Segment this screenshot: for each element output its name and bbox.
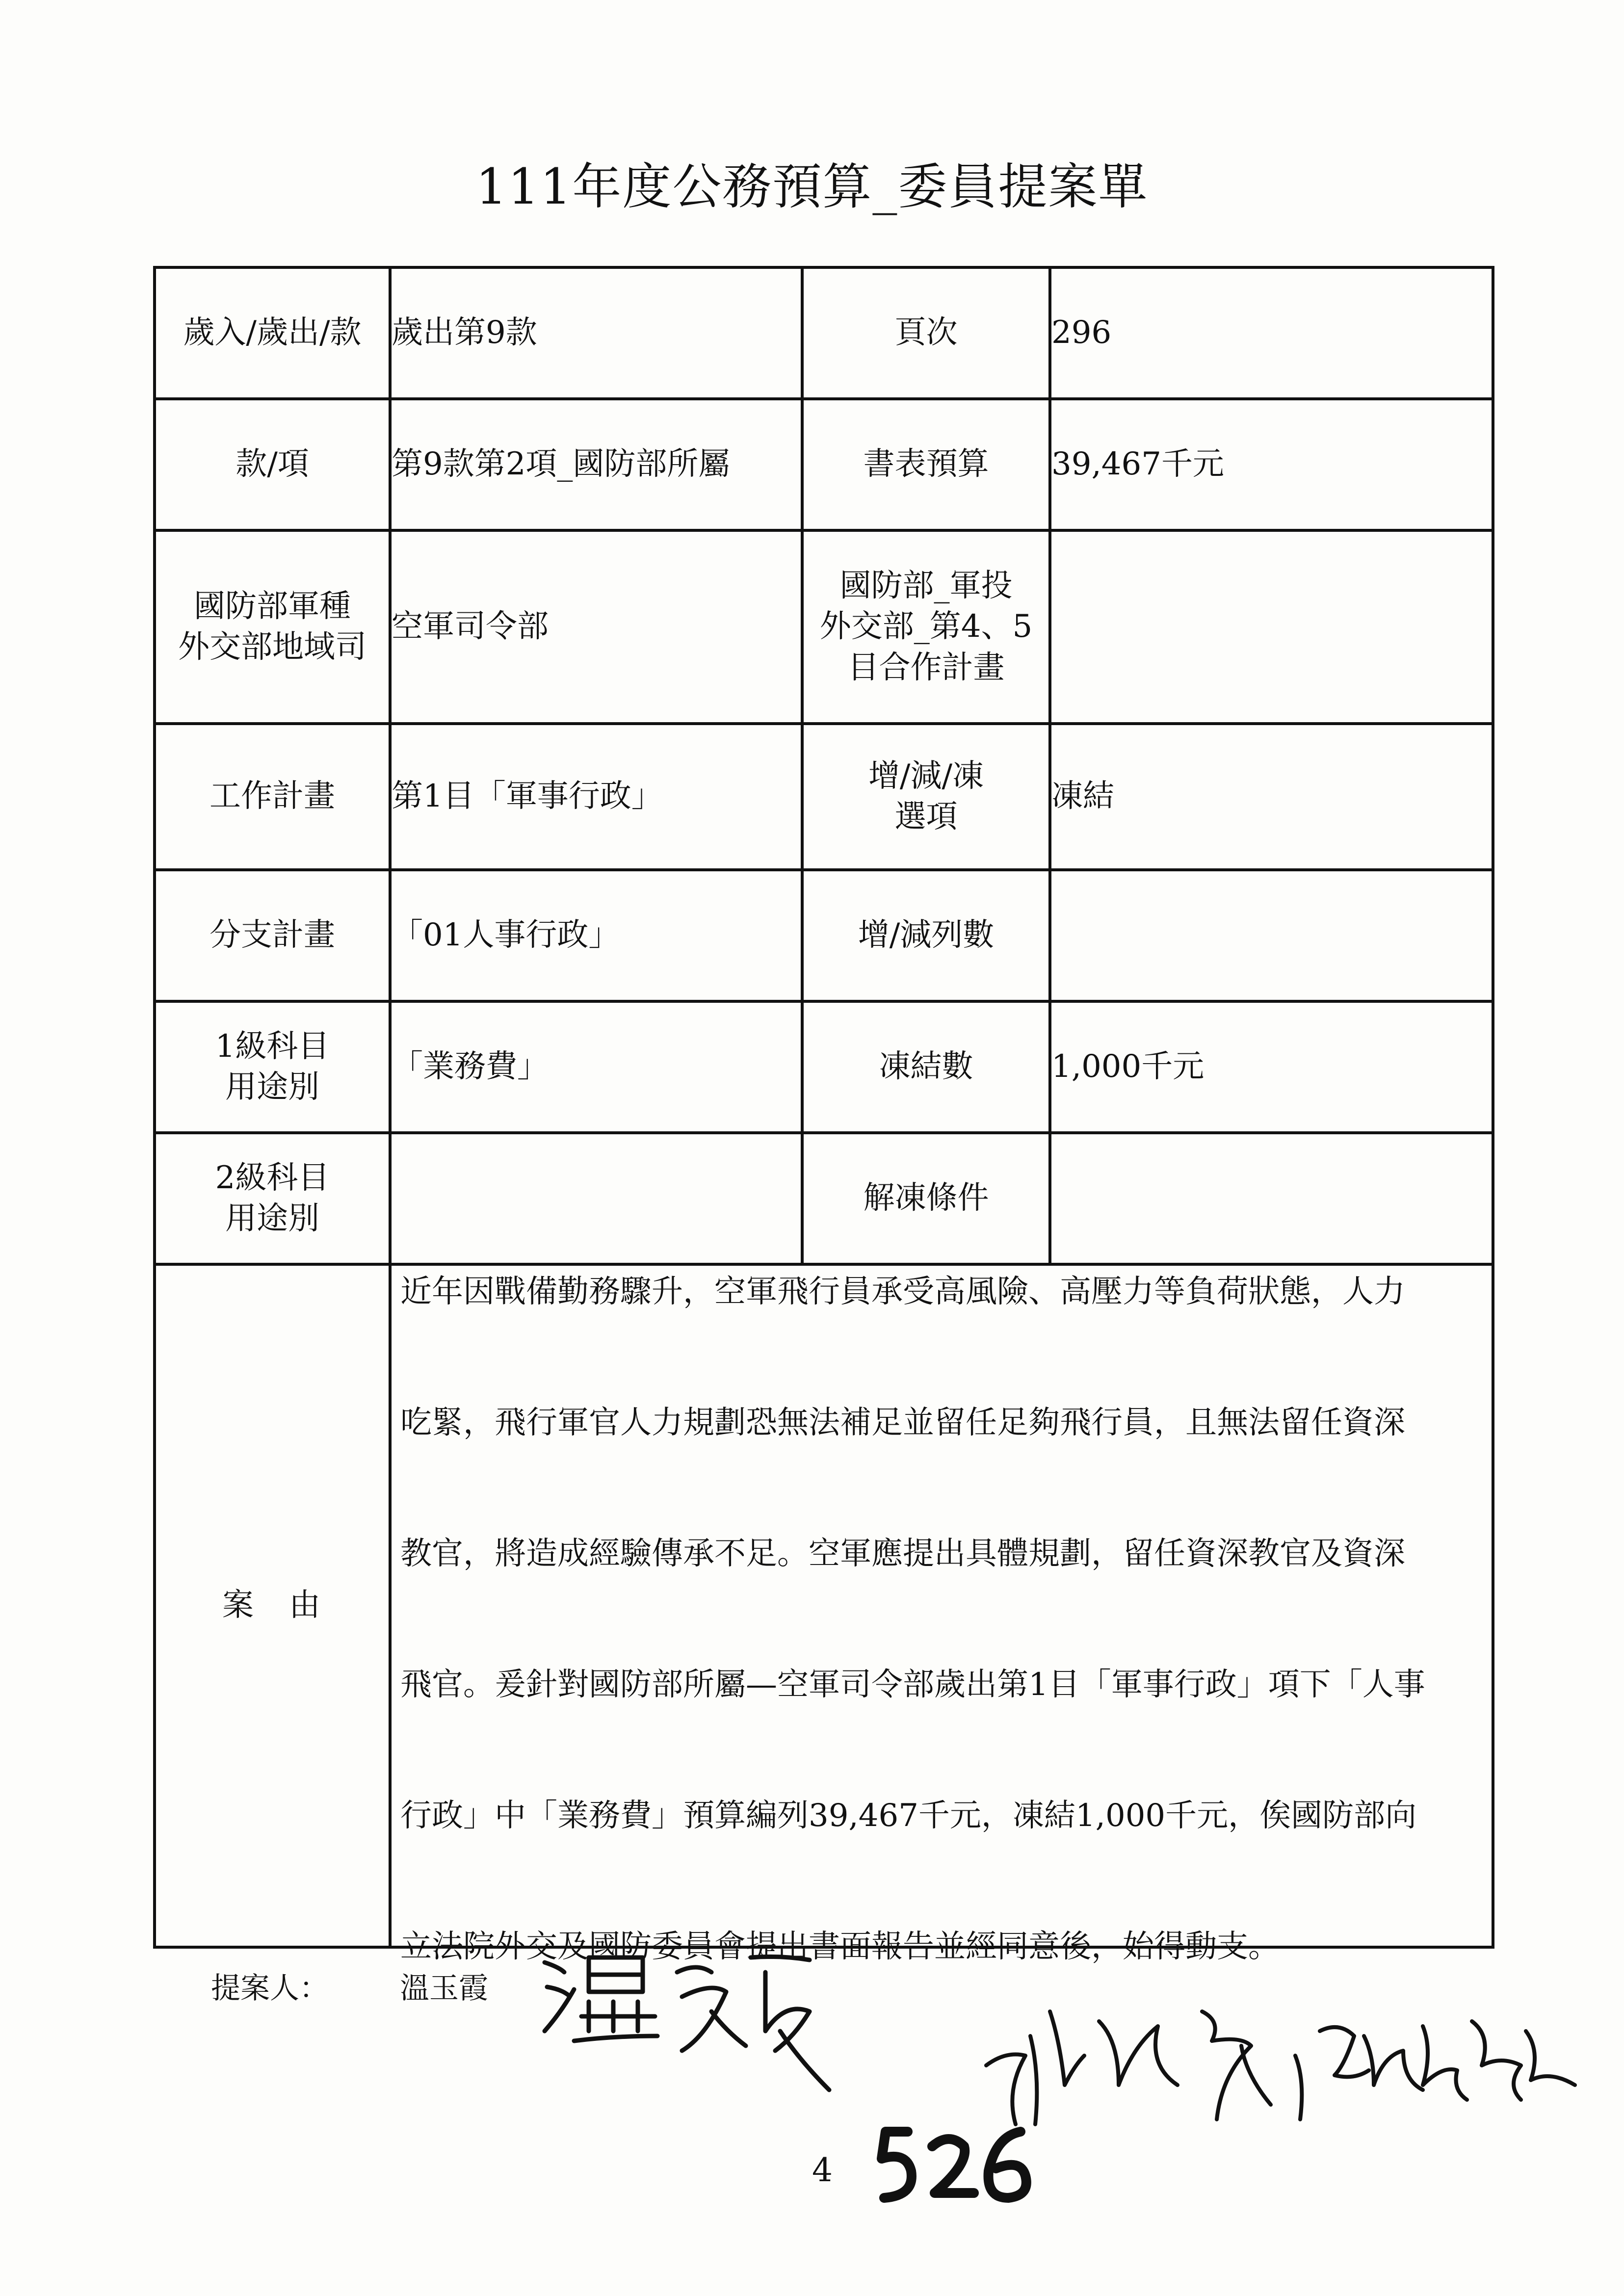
proposer-label: 提案人： bbox=[211, 1971, 329, 2006]
table-row bbox=[155, 1001, 1493, 1133]
field-value: 「01人事行政」 bbox=[390, 870, 802, 1001]
table-row bbox=[155, 870, 1493, 1001]
field-label: 款/項 bbox=[155, 399, 390, 530]
reason-line bbox=[392, 1400, 1492, 1531]
field-label bbox=[802, 530, 1050, 724]
field-label: 工作計畫 bbox=[155, 724, 390, 870]
field-label bbox=[155, 530, 390, 724]
table-row bbox=[155, 267, 1493, 399]
label-line: 目合作計畫 bbox=[847, 649, 1005, 686]
reason-text: 飛官。爰針對國防部所屬—空軍司令部歲出第1目「軍事行政」項下「人事 bbox=[400, 1666, 1425, 1703]
field-value: 39,467千元 bbox=[1050, 399, 1493, 530]
page-title: 111年度公務預算_委員提案單 bbox=[475, 158, 1149, 215]
field-label: 解凍條件 bbox=[802, 1133, 1050, 1264]
page-number: 4 bbox=[812, 2151, 833, 2189]
reason-text: 近年因戰備勤務驟升，空軍飛行員承受高風險、高壓力等負荷狀態，人力 bbox=[400, 1273, 1405, 1310]
field-label: 歲入/歲出/款 bbox=[155, 267, 390, 399]
table-row bbox=[155, 399, 1493, 530]
reason-line bbox=[392, 1662, 1492, 1793]
reason-label: 案 由 bbox=[155, 1264, 390, 1947]
label-line: 1級科目 bbox=[215, 1028, 330, 1065]
handwritten-page-stamp bbox=[873, 2119, 1035, 2213]
reason-text: 吃緊，飛行軍官人力規劃恐無法補足並留任足夠飛行員，且無法留任資深 bbox=[400, 1404, 1405, 1441]
table-row bbox=[155, 1133, 1493, 1264]
field-value: 空軍司令部 bbox=[390, 530, 802, 724]
field-label: 書表預算 bbox=[802, 399, 1050, 530]
reason-line bbox=[392, 1531, 1492, 1662]
field-label bbox=[802, 724, 1050, 870]
field-value bbox=[1050, 530, 1493, 724]
label-line: 用途別 bbox=[225, 1069, 319, 1105]
reason-line bbox=[392, 1793, 1492, 1924]
field-value bbox=[1050, 1133, 1493, 1264]
label-line: 國防部軍種 bbox=[194, 588, 351, 625]
reason-text: 立法院外交及國防委員會提出書面報告並經同意後，始得動支。 bbox=[400, 1928, 1280, 1965]
field-label bbox=[155, 1001, 390, 1133]
field-label: 增/減列數 bbox=[802, 870, 1050, 1001]
label-line: 用途別 bbox=[225, 1200, 319, 1237]
field-label bbox=[155, 1133, 390, 1264]
field-label: 凍結數 bbox=[802, 1001, 1050, 1133]
reason-line bbox=[392, 1924, 1492, 1965]
field-value bbox=[390, 1133, 802, 1264]
field-value: 第9款第2項_國防部所屬 bbox=[390, 399, 802, 530]
signature-handwriting bbox=[976, 1992, 1604, 2159]
reason-line bbox=[392, 1269, 1492, 1400]
proposer-name: 溫玉霞 bbox=[400, 1971, 488, 2006]
field-value: 歲出第9款 bbox=[390, 267, 802, 399]
label-line: 外交部地域司 bbox=[178, 629, 367, 665]
field-value: 「業務費」 bbox=[390, 1001, 802, 1133]
label-line: 選項 bbox=[894, 799, 958, 835]
reason-text: 行政」中「業務費」預算編列39,467千元，凍結1,000千元，俟國防部向 bbox=[400, 1797, 1417, 1834]
label-line: 國防部_軍投 bbox=[839, 568, 1013, 604]
field-value: 296 bbox=[1050, 267, 1493, 399]
reason-text: 教官，將造成經驗傳承不足。空軍應提出具體規劃，留任資深教官及資深 bbox=[400, 1535, 1405, 1572]
field-value: 第1目「軍事行政」 bbox=[390, 724, 802, 870]
field-value: 凍結 bbox=[1050, 724, 1493, 870]
label-line: 增/減/凍 bbox=[868, 757, 984, 794]
reason-body bbox=[390, 1264, 1493, 1965]
table-row bbox=[155, 1264, 1493, 1947]
signature-handwriting bbox=[535, 1943, 839, 2105]
field-label: 頁次 bbox=[802, 267, 1050, 399]
table-row bbox=[155, 724, 1493, 870]
label-line: 外交部_第4、5 bbox=[819, 608, 1033, 645]
label-line: 2級科目 bbox=[215, 1159, 330, 1196]
field-value bbox=[1050, 870, 1493, 1001]
field-value: 1,000千元 bbox=[1050, 1001, 1493, 1133]
field-label: 分支計畫 bbox=[155, 870, 390, 1001]
proposal-form-table bbox=[153, 266, 1494, 1965]
table-row bbox=[155, 530, 1493, 724]
